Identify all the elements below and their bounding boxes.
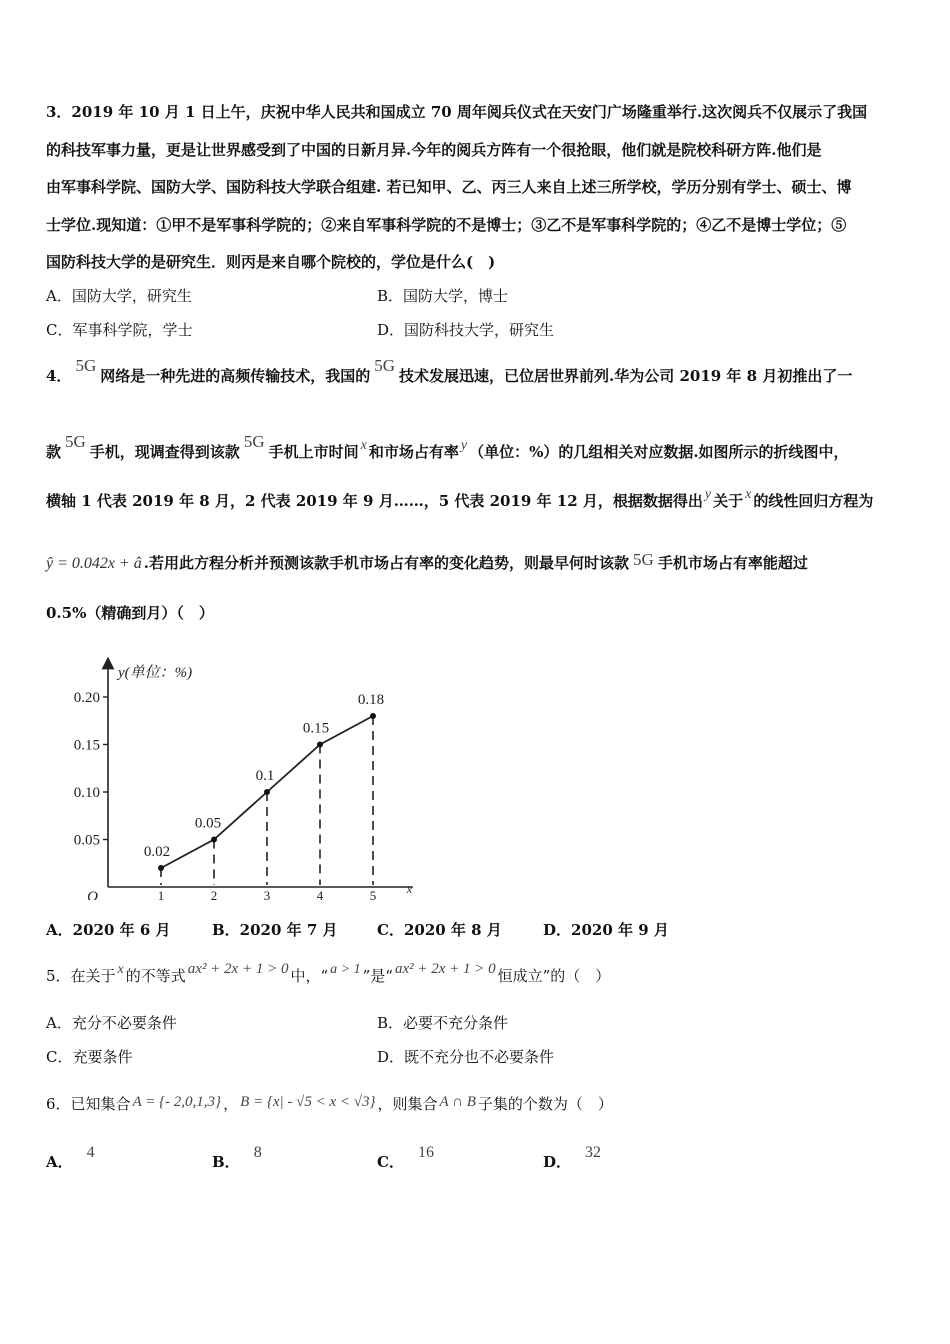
q4-text-line3: 横轴 1 代表 2019 年 8 月，2 代表 2019 年 9 月……，5 代表 2019 年 12 月，根据数据得出 — [46, 492, 703, 510]
q6-line-1 — [46, 1094, 613, 1115]
x-tick-label: 5 — [369, 888, 377, 900]
q3-option-a: A．国防大学，研究生 — [46, 287, 192, 305]
q3-line-3: 由军事科学院、国防大学、国防科技大学联合组建. 若已知甲、乙、丙三人来自上述三所学校，学历分别有学士、硕士、博 — [46, 178, 852, 196]
q5-text-3: 中，“ — [290, 967, 329, 985]
y-tick-label: 0.20 — [73, 690, 100, 706]
q6-option-b-label: B． — [212, 1153, 240, 1171]
q5-line-1 — [46, 961, 611, 988]
data-label: 0.18 — [357, 692, 385, 708]
q3-line-1: 3．2019 年 10 月 1 日上午，庆祝中华人民共和国成立 70 周年阅兵仪式在天安门广场隆重举行.这次阅兵不仅展示了我国 — [46, 103, 868, 121]
q3-line-5: 国防科技大学的是研究生．则丙是来自哪个院校的，学位是什么( ) — [46, 253, 496, 271]
q4-option-d: D．2020 年 9 月 — [543, 921, 669, 939]
y-tick-label: 0.05 — [73, 832, 100, 849]
y-tick-label: 0.15 — [73, 737, 100, 754]
q3-option-b: B．国防大学，博士 — [377, 287, 509, 305]
q5-text-1: 5．在关于 — [46, 967, 116, 985]
q4-text-8: 的线性回归方程为 — [753, 492, 874, 510]
q6-set-a: A = {- 2,0,1,3} — [132, 1094, 222, 1110]
data-point — [317, 742, 323, 748]
q6-intersection: A ∩ B — [439, 1094, 476, 1110]
q6-option-a — [46, 1144, 95, 1173]
q4-text-10: 手机市场占有率能超过 — [657, 554, 808, 572]
q4-text-1: 网络是一种先进的高频传输技术，我国的 — [100, 367, 371, 385]
q6-option-d-value: 32 — [585, 1144, 602, 1161]
q5-var-x: x — [117, 962, 124, 977]
q4-var-x: x — [360, 438, 367, 453]
q6-option-b-value: 8 — [253, 1144, 262, 1161]
q5-text-2: 的不等式 — [125, 967, 186, 985]
q4-var-y-2: y — [704, 487, 712, 502]
q5-inequality: ax² + 2x + 1 > 0 — [187, 961, 289, 977]
x-tick-label: 3 — [263, 888, 271, 900]
q6-option-c-value: 16 — [417, 1144, 434, 1161]
x-tick-label: 1 — [157, 888, 165, 900]
q4-text-2: 技术发展迅速，已位居世界前列.华为公司 2019 年 8 月初推出了一 — [399, 367, 853, 385]
q5-option-c: C．充要条件 — [46, 1048, 133, 1066]
q3-line-2: 的科技军事力量，更是让世界感受到了中国的日新月异.今年的阅兵方阵有一个很抢眼，他们就是院校科研方阵.他们是 — [46, 141, 822, 159]
q5-inequality-2: ax² + 2x + 1 > 0 — [394, 961, 496, 977]
q4-regression-equation: ŷ = 0.042x + â — [46, 555, 142, 572]
y-tick-label: 0.10 — [73, 785, 100, 801]
q3-line-4: 士学位.现知道：①甲不是军事科学院的；②来自军事科学院的不是博士；③乙不是军事科学院的；④乙不是博士学位；⑤ — [46, 216, 847, 234]
x-axis-label: x — [406, 882, 413, 896]
q4-line-4 — [46, 550, 808, 574]
q6-option-c — [377, 1144, 434, 1173]
q6-text-1: 6．已知集合 — [46, 1095, 131, 1113]
q4-line-5: 0.5%（精确到月）（ ） — [46, 604, 214, 622]
q4-5g-2: 5G — [374, 356, 396, 375]
q4-line-1 — [46, 356, 853, 386]
q4-number: 4． — [46, 367, 72, 385]
q5-option-d: D．既不充分也不必要条件 — [377, 1048, 555, 1066]
q6-set-b: B = {x| - √5 < x < √3} — [240, 1094, 376, 1110]
q4-text-7: 关于 — [713, 492, 744, 510]
q4-5g-4: 5G — [243, 432, 265, 451]
q4-text-5: 和市场占有率 — [368, 443, 459, 461]
data-point — [370, 713, 376, 719]
q6-comma: ， — [223, 1095, 239, 1113]
data-label: 0.02 — [143, 844, 171, 860]
q4-text-3: 手机，现调查得到该款 — [89, 443, 240, 461]
q4-option-a: A．2020 年 6 月 — [46, 921, 171, 939]
q6-option-a-value: 4 — [86, 1144, 95, 1161]
q4-text-4: 手机上市时间 — [268, 443, 359, 461]
data-label: 0.05 — [194, 815, 222, 832]
q4-kuan: 款 — [46, 443, 62, 461]
q4-text-9: .若用此方程分析并预测该款手机市场占有率的变化趋势，则最早何时该款 — [143, 554, 630, 572]
q5-option-a: A．充分不必要条件 — [46, 1014, 177, 1032]
q4-line-2 — [46, 432, 849, 464]
data-point — [264, 789, 270, 795]
q4-option-c: C．2020 年 8 月 — [377, 921, 502, 939]
q5-condition: a > 1 — [330, 962, 361, 977]
q5-option-b: B．必要不充分条件 — [377, 1014, 509, 1032]
q4-var-x-2: x — [745, 487, 752, 502]
market-share-line-chart — [60, 655, 430, 900]
q6-option-d — [543, 1144, 602, 1173]
q6-option-d-label: D． — [543, 1153, 572, 1171]
q5-text-4: ”是“ — [362, 967, 393, 985]
q3-option-d: D．国防科技大学，研究生 — [377, 321, 555, 339]
q4-option-b: B．2020 年 7 月 — [212, 921, 338, 939]
q4-5g-1: 5G — [75, 356, 97, 375]
x-tick-label: 2 — [210, 888, 218, 900]
q6-option-b — [212, 1144, 262, 1173]
q4-5g-5: 5G — [633, 550, 654, 569]
data-point — [158, 865, 164, 871]
data-label: 0.15 — [302, 720, 330, 737]
q3-option-c: C．军事科学院，学士 — [46, 321, 193, 339]
origin-label: O — [87, 889, 98, 900]
q6-text-3: 子集的个数为（ ） — [477, 1095, 613, 1113]
x-tick-label: 4 — [316, 888, 324, 900]
data-point — [211, 837, 217, 843]
q4-5g-3: 5G — [65, 432, 86, 451]
data-label: 0.1 — [255, 768, 275, 784]
q6-option-a-label: A． — [46, 1153, 73, 1171]
q6-option-c-label: C． — [377, 1153, 404, 1171]
q4-line-3 — [46, 487, 874, 513]
q6-text-2: ，则集合 — [377, 1095, 438, 1113]
y-axis-label: y(单位：%) — [118, 665, 193, 681]
q4-var-y: y — [460, 438, 468, 453]
q5-text-5: 恒成立”的（ ） — [497, 967, 611, 985]
q4-text-6: （单位：%）的几组相关对应数据.如图所示的折线图中， — [469, 443, 849, 461]
